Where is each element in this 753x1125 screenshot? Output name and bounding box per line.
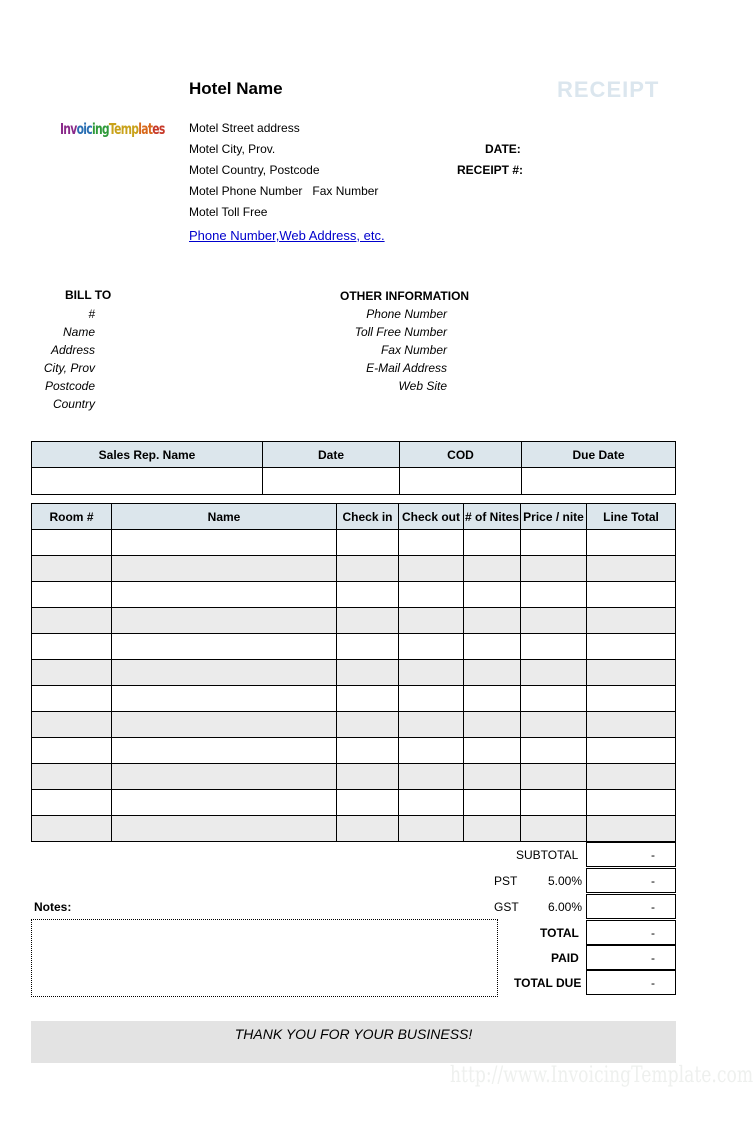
- items-table: [31, 503, 676, 842]
- table-row[interactable]: [32, 816, 676, 842]
- pst-rate[interactable]: 5.00%: [548, 874, 583, 888]
- table-row[interactable]: [32, 712, 676, 738]
- other-phone: Phone Number: [366, 307, 447, 321]
- header-date: Date: [263, 442, 400, 468]
- paid-label: PAID: [551, 951, 579, 965]
- other-website: Web Site: [398, 379, 447, 393]
- gst-label: GST: [494, 900, 519, 914]
- bill-to-postcode: Postcode: [44, 379, 95, 393]
- paid-value[interactable]: -: [586, 945, 676, 970]
- date-cell[interactable]: [263, 468, 400, 495]
- bill-to-address: Address: [50, 343, 95, 357]
- notes-label: Notes:: [34, 900, 72, 914]
- other-fax: Fax Number: [380, 343, 447, 357]
- header-check-out: Check out: [399, 504, 464, 530]
- header-line-total: Line Total: [587, 504, 676, 530]
- gst-rate[interactable]: 6.00%: [548, 900, 583, 914]
- subtotal-value[interactable]: -: [586, 842, 676, 867]
- table-row[interactable]: [32, 660, 676, 686]
- address-line-3: Motel Country, Postcode: [189, 163, 320, 177]
- receipt-number-label: RECEIPT #:: [457, 163, 524, 177]
- total-due-value[interactable]: -: [586, 970, 676, 995]
- header-price: Price / nite: [521, 504, 587, 530]
- header-cod: COD: [400, 442, 522, 468]
- header-check-in: Check in: [337, 504, 399, 530]
- other-toll-free: Toll Free Number: [354, 325, 447, 339]
- table-row[interactable]: [32, 608, 676, 634]
- header-sales-rep: Sales Rep. Name: [32, 442, 263, 468]
- sales-rep-cell[interactable]: [32, 468, 263, 495]
- other-email: E-Mail Address: [366, 361, 447, 375]
- due-date-cell[interactable]: [522, 468, 676, 495]
- bill-to-name: Name: [62, 325, 95, 339]
- gst-value[interactable]: -: [586, 894, 676, 919]
- thank-you-banner: THANK YOU FOR YOUR BUSINESS!: [31, 1021, 676, 1063]
- address-line-5: Motel Toll Free: [189, 205, 268, 219]
- address-line-2: Motel City, Prov.: [189, 142, 276, 156]
- pst-label: PST: [494, 874, 518, 888]
- receipt-title: RECEIPT: [557, 77, 660, 102]
- total-value[interactable]: -: [586, 920, 676, 945]
- bill-to-number: #: [88, 307, 95, 321]
- table-row[interactable]: [32, 790, 676, 816]
- header-nites: # of Nites: [464, 504, 521, 530]
- table-row[interactable]: [32, 530, 676, 556]
- bill-to-heading: BILL TO: [65, 288, 112, 302]
- table-row[interactable]: [32, 764, 676, 790]
- sales-info-table: [31, 441, 676, 495]
- notes-field[interactable]: [31, 919, 498, 997]
- header-due-date: Due Date: [522, 442, 676, 468]
- watermark: http://www.InvoicingTemplate.com: [450, 1063, 753, 1088]
- total-label: TOTAL: [540, 926, 579, 940]
- bill-to-country: Country: [52, 397, 95, 411]
- header-room: Room #: [32, 504, 112, 530]
- table-row[interactable]: [32, 582, 676, 608]
- contact-link[interactable]: Phone Number,Web Address, etc.: [189, 228, 385, 243]
- other-info-heading: OTHER INFORMATION: [340, 289, 470, 303]
- header-name: Name: [112, 504, 337, 530]
- address-line-4: Motel Phone Number Fax Number: [189, 184, 379, 198]
- table-row[interactable]: [32, 634, 676, 660]
- subtotal-label: SUBTOTAL: [516, 848, 579, 862]
- table-row[interactable]: [32, 556, 676, 582]
- pst-value[interactable]: -: [586, 868, 676, 893]
- hotel-name: Hotel Name: [189, 79, 283, 98]
- table-row[interactable]: [32, 738, 676, 764]
- table-row[interactable]: [32, 686, 676, 712]
- total-due-label: TOTAL DUE: [514, 976, 582, 990]
- company-logo: InvoicingTemplates: [60, 120, 165, 138]
- bill-to-city: City, Prov: [43, 361, 95, 375]
- date-label: DATE:: [485, 142, 521, 156]
- cod-cell[interactable]: [400, 468, 522, 495]
- address-line-1: Motel Street address: [189, 121, 300, 135]
